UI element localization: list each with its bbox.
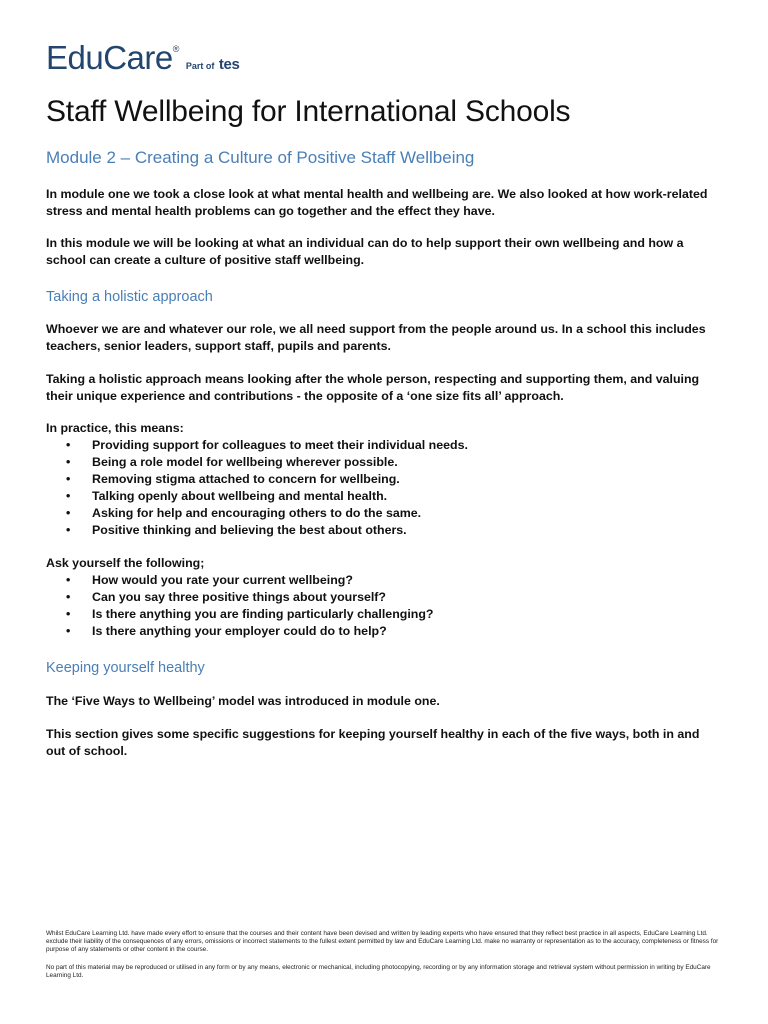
holistic-paragraph-1: Whoever we are and whatever our role, we all need support from the people around us. In a school this includes teachers, senior leaders, support staff, pupils and parents. — [46, 322, 706, 353]
list-item: • Asking for help and encouraging others to do the same. — [66, 506, 422, 520]
bullet-icon: • — [66, 590, 71, 604]
list-item: • Removing stigma attached to concern for wellbeing. — [66, 472, 400, 486]
list-item: • Can you say three positive things about yourself? — [66, 590, 386, 604]
list-item: • How would you rate your current wellbeing? — [66, 573, 353, 587]
bullet-icon: • — [66, 624, 71, 638]
bullet-icon: • — [66, 506, 71, 520]
practice-list — [46, 437, 722, 539]
module-subtitle: Module 2 – Creating a Culture of Positive Staff Wellbeing — [46, 148, 475, 167]
healthy-paragraph-1: The ‘Five Ways to Wellbeing’ model was introduced in module one. — [46, 694, 440, 708]
bullet-icon: • — [66, 489, 71, 503]
disclaimer-liability: Whilst EduCare Learning Ltd. have made every effort to ensure that the courses and their content have been devised and written by leading experts who have ensured that they reflect best practice in all aspects, EduCare Learning Ltd. exclude their liability of the consequences of any errors, omissions or incorrect statements to the fullest extent permitted by law and EduCare Learning Ltd. make no warranty or representation as to the accuracy, completeness or fitness for purpose of any statements or other content in the course. — [46, 930, 719, 953]
list-item: • Providing support for colleagues to meet their individual needs. — [66, 438, 468, 452]
intro-paragraph-1: In module one we took a close look at what mental health and wellbeing are. We also looked at how work-related stress and mental health problems can go together and the effect they have. — [46, 187, 708, 218]
bullet-icon: • — [66, 523, 71, 537]
disclaimer-copyright: No part of this material may be reproduced or utilised in any form or by any means, electronic or mechanical, including photocopying, recording or by any information storage and retrieval system without permission in writing by EduCare Learning Ltd. — [46, 964, 711, 979]
logo-part-of: Part of — [185, 61, 215, 71]
list-item: • Positive thinking and believing the best about others. — [66, 523, 407, 537]
logo-registered-mark: ® — [172, 44, 180, 54]
logo-tes: tes — [218, 56, 240, 73]
educare-logo — [46, 40, 240, 80]
list-item: • Being a role model for wellbeing wherever possible. — [66, 455, 398, 469]
list-item: • Is there anything you are finding particularly challenging? — [66, 607, 434, 621]
page-title: Staff Wellbeing for International Schools — [46, 95, 571, 128]
section-heading-healthy: Keeping yourself healthy — [46, 660, 205, 676]
practice-intro: In practice, this means: — [46, 421, 184, 435]
logo-brand: EduCare — [46, 39, 173, 76]
list-item: • Talking openly about wellbeing and mental health. — [66, 489, 388, 503]
section-heading-holistic: Taking a holistic approach — [46, 289, 213, 305]
ask-intro: Ask yourself the following; — [46, 556, 205, 570]
healthy-paragraph-2: This section gives some specific suggestions for keeping yourself healthy in each of the five ways, both in and out of school. — [46, 727, 700, 758]
bullet-icon: • — [66, 455, 71, 469]
bullet-icon: • — [66, 607, 71, 621]
ask-list — [46, 572, 722, 640]
holistic-paragraph-2: Taking a holistic approach means looking after the whole person, respecting and supporting them, and valuing their unique experience and contributions - the opposite of a ‘one size fits all’ approach. — [46, 372, 700, 403]
bullet-icon: • — [66, 472, 71, 486]
list-item: • Is there anything your employer could do to help? — [66, 624, 387, 638]
bullet-icon: • — [66, 573, 71, 587]
bullet-icon: • — [66, 438, 71, 452]
intro-paragraph-2: In this module we will be looking at what an individual can do to help support their own wellbeing and how a school can create a culture of positive staff wellbeing. — [46, 236, 684, 267]
